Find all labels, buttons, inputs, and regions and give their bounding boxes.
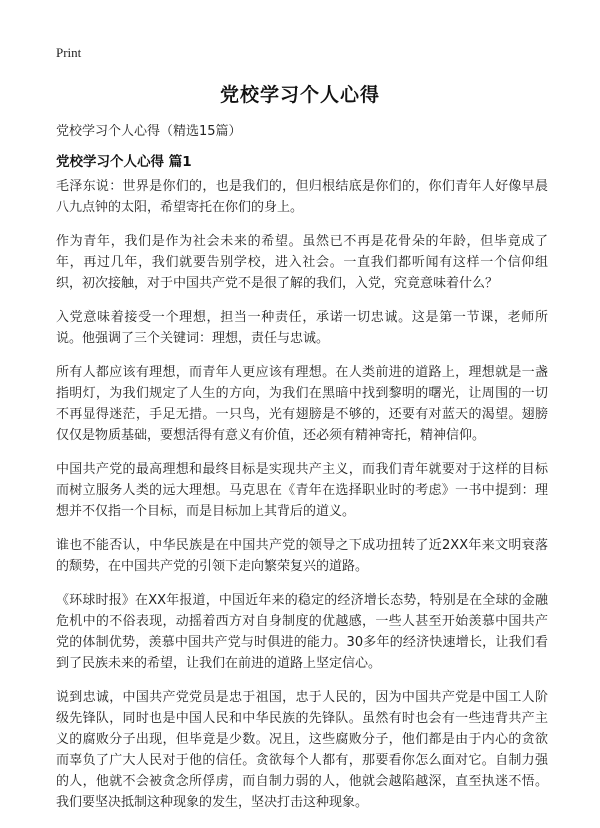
paragraph: 入党意味着接受一个理想，担当一种责任，承诺一切忠诚。这是第一节课，老师所说。他强调了三个关键词：理想，责任与忠诚。 [56, 310, 548, 346]
article-body [56, 176, 548, 826]
document-title: 党校学习个人心得 [219, 84, 380, 106]
paragraph: 作为青年，我们是作为社会未来的希望。虽然已不再是花骨朵的年龄，但毕竟成了年，再过几年，我们就要告别学校，进入社会。一直我们都听闻有这样一个信仰组织，初次接触，对于中国共产党不是很了解的我们，入党，究竟意味着什么？ [56, 234, 548, 291]
paragraph: 中国共产党的最高理想和最终目标是实现共产主义，而我们青年就要对于这样的目标而树立服务人类的远大理想。马克思在《青年在选择职业时的考虑》一书中提到：理想并不仅指一个目标，而是目标加上其背后的道义。 [56, 462, 548, 519]
paragraph: 《环球时报》在XX年报道，中国近年来的稳定的经济增长态势，特别是在全球的金融危机中的不俗表现，动摇着西方对自身制度的优越感，一些人甚至开始羡慕中国共产党的体制优势，羡慕中国共产党与时俱进的能力。30多年的经济快速增长，让我们看到了民族未来的希望，让我们在前进的道路上坚定信心。 [56, 593, 548, 671]
document-subtitle: 党校学习个人心得（精选15篇） [56, 124, 242, 139]
paragraph: 谁也不能否认，中华民族是在中国共产党的领导之下成功扭转了近2XX年来文明衰落的颓势，在中国共产党的引领下走向繁荣复兴的道路。 [56, 538, 548, 574]
print-link[interactable]: Print [56, 45, 82, 60]
paragraph: 所有人都应该有理想，而青年人更应该有理想。在人类前进的道路上，理想就是一盏指明灯，为我们规定了人生的方向，为我们在黑暗中找到黎明的曙光，让周围的一切不再显得迷茫，手足无措。一只鸟，光有翅膀是不够的，还要有对蓝天的渴望。翅膀仅仅是物质基础，要想活得有意义有价值，还必须有精神寄托，精神信仰。 [56, 365, 548, 443]
section-heading: 党校学习个人心得 篇1 [56, 154, 192, 170]
paragraph: 说到忠诚，中国共产党党员是忠于祖国，忠于人民的，因为中国共产党是中国工人阶级先锋队，同时也是中国人民和中华民族的先锋队。虽然有时也会有一些违背共产主义的腐败分子出现，但毕竟是少数。况且，这些腐败分子，他们都是由于内心的贪欲而辜负了广大人民对于他的信任。贪欲每个人都有，那要看你怎么面对它。自制力强的人，他就不会被贪念所俘虏，而自制力弱的人，他就会越陷越深，直至执迷不悟。我们要坚决抵制这种现象的发生，坚决打击这种现象。 [56, 690, 548, 810]
paragraph: 毛泽东说：世界是你们的，也是我们的，但归根结底是你们的，你们青年人好像早晨八九点钟的太阳，希望寄托在你们的身上。 [56, 179, 548, 215]
